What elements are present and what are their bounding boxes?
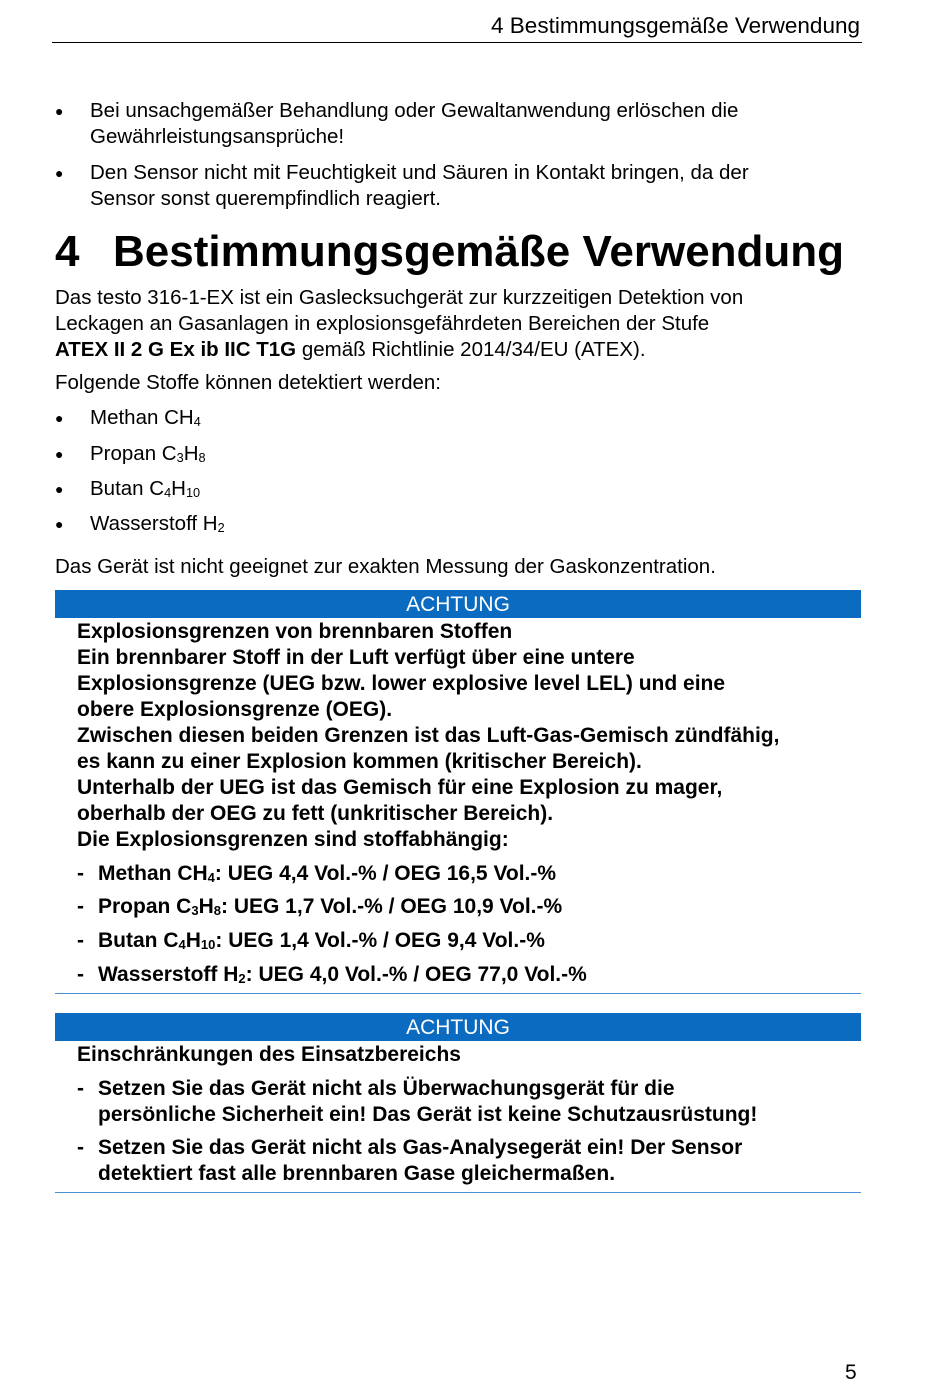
bullet-icon: ●	[55, 481, 64, 497]
warning-1-line: Explosionsgrenzen von brennbaren Stoffen	[77, 620, 513, 643]
limit-substance-part-2: H	[185, 929, 201, 952]
warning-1-line: obere Explosionsgrenze (OEG).	[77, 698, 393, 721]
restriction-line: detektiert fast alle brennbaren Gase gleichermaßen.	[98, 1162, 616, 1185]
bullet-icon: ●	[55, 410, 64, 426]
section-number: 4	[55, 227, 80, 276]
limit-substance: Methan CH	[98, 862, 208, 885]
limit-subscript: 3	[191, 902, 199, 918]
substance-subscript: 4	[164, 484, 172, 500]
substance-subscript: 4	[193, 413, 201, 429]
intro-bullet-1-line-2: Gewährleistungsansprüche!	[90, 125, 345, 148]
limit-values: : UEG 1,7 Vol.-% / OEG 10,9 Vol.-%	[221, 895, 563, 918]
section-heading	[55, 226, 844, 278]
para-1-line-2: Leckagen an Gasanlagen in explosionsgefährdeten Bereichen der Stufe	[55, 312, 710, 335]
warning-1-line: Die Explosionsgrenzen sind stoffabhängig:	[77, 828, 509, 851]
bullet-icon: ●	[55, 446, 64, 462]
dash-icon: -	[77, 862, 84, 885]
warning-1-line: Ein brennbarer Stoff in der Luft verfügt über eine untere	[77, 646, 635, 669]
dash-icon: -	[77, 963, 84, 986]
limit-subscript: 4	[207, 869, 215, 885]
substance-name: Methan CH	[90, 406, 194, 429]
limit-substance: Wasserstoff H	[98, 963, 239, 986]
substance-subscript-2: 10	[185, 484, 201, 500]
bullet-icon: ●	[55, 103, 64, 119]
atex-class: ATEX II 2 G Ex ib IIC T1G	[55, 338, 297, 361]
running-header-title: 4 Bestimmungsgemäße Verwendung	[491, 13, 860, 38]
substance-subscript: 2	[217, 519, 225, 535]
warning-1-line: Unterhalb der UEG ist das Gemisch für eine Explosion zu mager,	[77, 776, 723, 799]
para-3: Das Gerät ist nicht geeignet zur exakten Messung der Gaskonzentration.	[55, 555, 716, 578]
limit-subscript-2: 8	[213, 902, 222, 918]
substance-name: Butan C	[90, 477, 165, 500]
page-number: 5	[845, 1361, 857, 1384]
bullet-icon: ●	[55, 165, 64, 181]
warning-2-label-bar: ACHTUNG	[55, 1013, 861, 1041]
limit-subscript: 4	[178, 936, 186, 952]
intro-bullet-2-line-1: Den Sensor nicht mit Feuchtigkeit und Säuren in Kontakt bringen, da der	[90, 161, 749, 184]
restriction-line: Setzen Sie das Gerät nicht als Gas-Analysegerät ein! Der Sensor	[98, 1136, 743, 1159]
warning-1-bottom-rule	[55, 993, 861, 994]
substance-name: Propan C	[90, 442, 177, 465]
limit-substance: Propan C	[98, 895, 192, 918]
limit-values: : UEG 1,4 Vol.-% / OEG 9,4 Vol.-%	[215, 929, 545, 952]
section-title: Bestimmungsgemäße Verwendung	[113, 227, 845, 276]
dash-icon: -	[77, 1077, 84, 1100]
running-header	[52, 12, 862, 43]
substance-name-part-2: H	[183, 442, 199, 465]
substance-name: Wasserstoff H	[90, 512, 218, 535]
warning-1-label-bar: ACHTUNG	[55, 590, 861, 618]
para-1-line-3-rest: gemäß Richtlinie 2014/34/EU (ATEX).	[296, 338, 646, 361]
para-1-line-1: Das testo 316-1-EX ist ein Gaslecksuchgerät zur kurzzeitigen Detektion von	[55, 286, 744, 309]
para-2: Folgende Stoffe können detektiert werden:	[55, 371, 441, 394]
warning-1-line: es kann zu einer Explosion kommen (kritischer Bereich).	[77, 750, 642, 773]
intro-bullet-1-line-1: Bei unsachgemäßer Behandlung oder Gewaltanwendung erlöschen die	[90, 99, 739, 122]
limit-substance: Butan C	[98, 929, 179, 952]
dash-icon: -	[77, 929, 84, 952]
limit-subscript: 2	[238, 970, 246, 986]
limit-values: : UEG 4,4 Vol.-% / OEG 16,5 Vol.-%	[214, 862, 557, 885]
substance-subscript: 3	[176, 449, 184, 465]
warning-1-line: Zwischen diesen beiden Grenzen ist das Luft-Gas-Gemisch zündfähig,	[77, 724, 780, 747]
substance-name-part-2: H	[171, 477, 186, 500]
restriction-line: persönliche Sicherheit ein! Das Gerät ist keine Schutzausrüstung!	[98, 1103, 758, 1126]
substance-subscript-2: 8	[198, 449, 206, 465]
warning-2-bottom-rule	[55, 1192, 861, 1193]
dash-icon: -	[77, 895, 84, 918]
warning-2-heading: Einschränkungen des Einsatzbereichs	[77, 1043, 461, 1066]
restriction-line: Setzen Sie das Gerät nicht als Überwachungsgerät für die	[98, 1077, 675, 1100]
limit-values: : UEG 4,0 Vol.-% / OEG 77,0 Vol.-%	[245, 963, 587, 986]
bullet-icon: ●	[55, 516, 64, 532]
limit-subscript-2: 10	[200, 936, 216, 952]
warning-1-line: oberhalb der OEG zu fett (unkritischer Bereich).	[77, 802, 554, 825]
intro-bullet-2-line-2: Sensor sonst querempfindlich reagiert.	[90, 187, 441, 210]
para-1-line-3	[55, 337, 646, 363]
limit-substance-part-2: H	[198, 895, 214, 918]
warning-1-line: Explosionsgrenze (UEG bzw. lower explosive level LEL) und eine	[77, 672, 726, 695]
dash-icon: -	[77, 1136, 84, 1159]
